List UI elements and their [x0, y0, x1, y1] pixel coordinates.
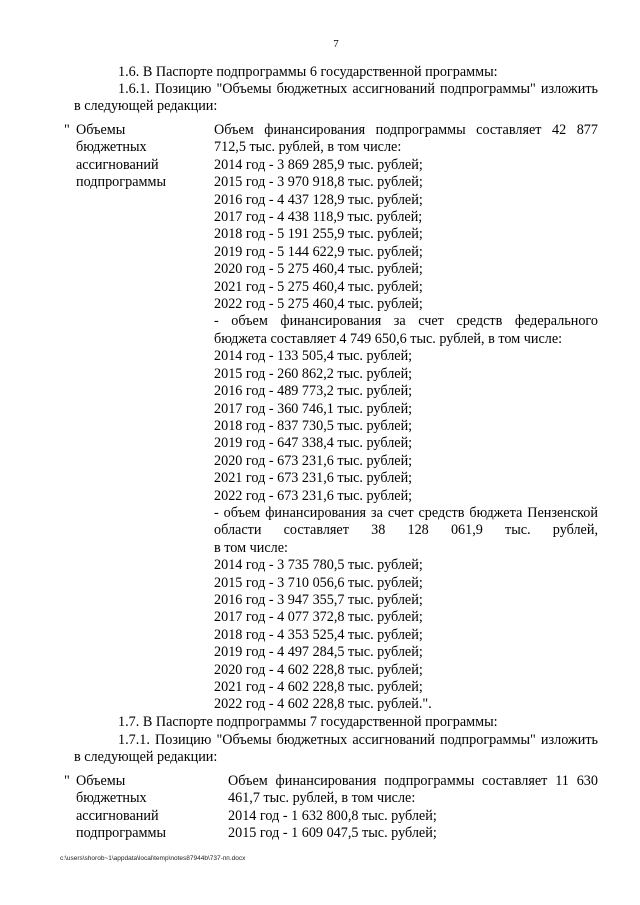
funding-details-1-7 — [228, 773, 598, 843]
year-line: 2017 год - 4 077 372,8 тыс. рублей; — [214, 609, 423, 626]
year-line: 2022 год - 4 602 228,8 тыс. рублей.". — [214, 696, 432, 713]
budget-label-1-6 — [76, 122, 196, 192]
year-line: 2016 год - 4 437 128,9 тыс. рублей; — [214, 191, 423, 208]
year-line: 2017 год - 360 746,1 тыс. рублей; — [214, 400, 413, 417]
section-1-6-heading: 1.6. В Паспорте подпрограммы 6 государственной программы: — [118, 64, 498, 80]
label-line: ассигнований — [76, 807, 159, 824]
year-line: 2020 год - 673 231,6 тыс. рублей; — [214, 452, 413, 469]
label-line: Объемы — [76, 773, 126, 789]
budget-label-1-7 — [76, 773, 196, 843]
year-line: 2014 год - 133 505,4 тыс. рублей; — [214, 348, 413, 365]
year-line: 2018 год - 4 353 525,4 тыс. рублей; — [214, 626, 423, 643]
year-line: 2015 год - 3 970 918,8 тыс. рублей; — [214, 174, 423, 191]
section-1-7-heading: 1.7. В Паспорте подпрограммы 7 государственной программы: — [118, 714, 498, 730]
year-line: 2020 год - 4 602 228,8 тыс. рублей; — [214, 661, 423, 678]
year-line: 2019 год - 5 144 622,9 тыс. рублей; — [214, 243, 423, 260]
regional-funding-text: - объем финансирования за счет средств бюджета Пензенской области составляет 38 128 061,9 тыс. рублей, — [214, 504, 598, 539]
year-line: 2019 год - 647 338,4 тыс. рублей; — [214, 435, 413, 452]
section-1-7-1-text: 1.7.1. Позицию "Объемы бюджетных ассигнований подпрограммы" изложить в следующей редакции: — [74, 732, 598, 766]
year-line: 2022 год - 5 275 460,4 тыс. рублей; — [214, 296, 423, 313]
page-number: 7 — [333, 38, 339, 50]
year-line: 2015 год - 3 710 056,6 тыс. рублей; — [214, 574, 423, 591]
year-line: 2017 год - 4 438 118,9 тыс. рублей; — [214, 209, 423, 226]
year-line: 2014 год - 1 632 800,8 тыс. рублей; — [228, 807, 437, 824]
total-funding-text: Объем финансирования подпрограммы составляет 42 877 712,5 тыс. рублей, в том числе: — [214, 122, 598, 156]
label-line: подпрограммы — [76, 174, 166, 191]
funding-details-1-6 — [214, 122, 598, 714]
year-line: 2014 год - 3 735 780,5 тыс. рублей; — [214, 557, 423, 574]
year-line: 2021 год - 4 602 228,8 тыс. рублей; — [214, 679, 423, 695]
label-line: бюджетных — [76, 139, 147, 156]
label-line: бюджетных — [76, 790, 147, 807]
opening-quote-mark: " — [64, 773, 70, 789]
label-line: подпрограммы — [76, 825, 166, 842]
label-line: ассигнований — [76, 156, 159, 173]
year-line: 2022 год - 673 231,6 тыс. рублей; — [214, 487, 413, 504]
federal-funding-text: - объем финансирования за счет средств федерального бюджета составляет 4 749 650,6 тыс. рублей, в том числе: — [214, 313, 598, 347]
year-line: 2015 год - 1 609 047,5 тыс. рублей; — [228, 825, 437, 842]
year-line: 2019 год - 4 497 284,5 тыс. рублей; — [214, 644, 423, 661]
regional-funding-tail: в том числе: — [214, 539, 288, 556]
file-path-footer: c:\users\shorob~1\appdata\local\temp\notes87944b\737-пп.docx — [60, 855, 246, 862]
year-line: 2014 год - 3 869 285,9 тыс. рублей; — [214, 156, 423, 173]
year-line: 2021 год - 5 275 460,4 тыс. рублей; — [214, 278, 423, 295]
section-1-6-1-text: 1.6.1. Позицию "Объемы бюджетных ассигнований подпрограммы" изложить в следующей редакции: — [74, 81, 598, 115]
year-line: 2018 год - 837 730,5 тыс. рублей; — [214, 417, 413, 434]
year-line: 2018 год - 5 191 255,9 тыс. рублей; — [214, 226, 423, 243]
year-line: 2016 год - 3 947 355,7 тыс. рублей; — [214, 591, 423, 608]
total-funding-text: Объем финансирования подпрограммы составляет 11 630 461,7 тыс. рублей, в том числе: — [228, 773, 598, 807]
year-line: 2021 год - 673 231,6 тыс. рублей; — [214, 470, 413, 487]
opening-quote-mark: " — [64, 122, 70, 138]
year-line: 2020 год - 5 275 460,4 тыс. рублей; — [214, 261, 423, 278]
year-line: 2015 год - 260 862,2 тыс. рублей; — [214, 365, 413, 382]
label-line: Объемы — [76, 122, 126, 138]
year-line: 2016 год - 489 773,2 тыс. рублей; — [214, 383, 413, 400]
